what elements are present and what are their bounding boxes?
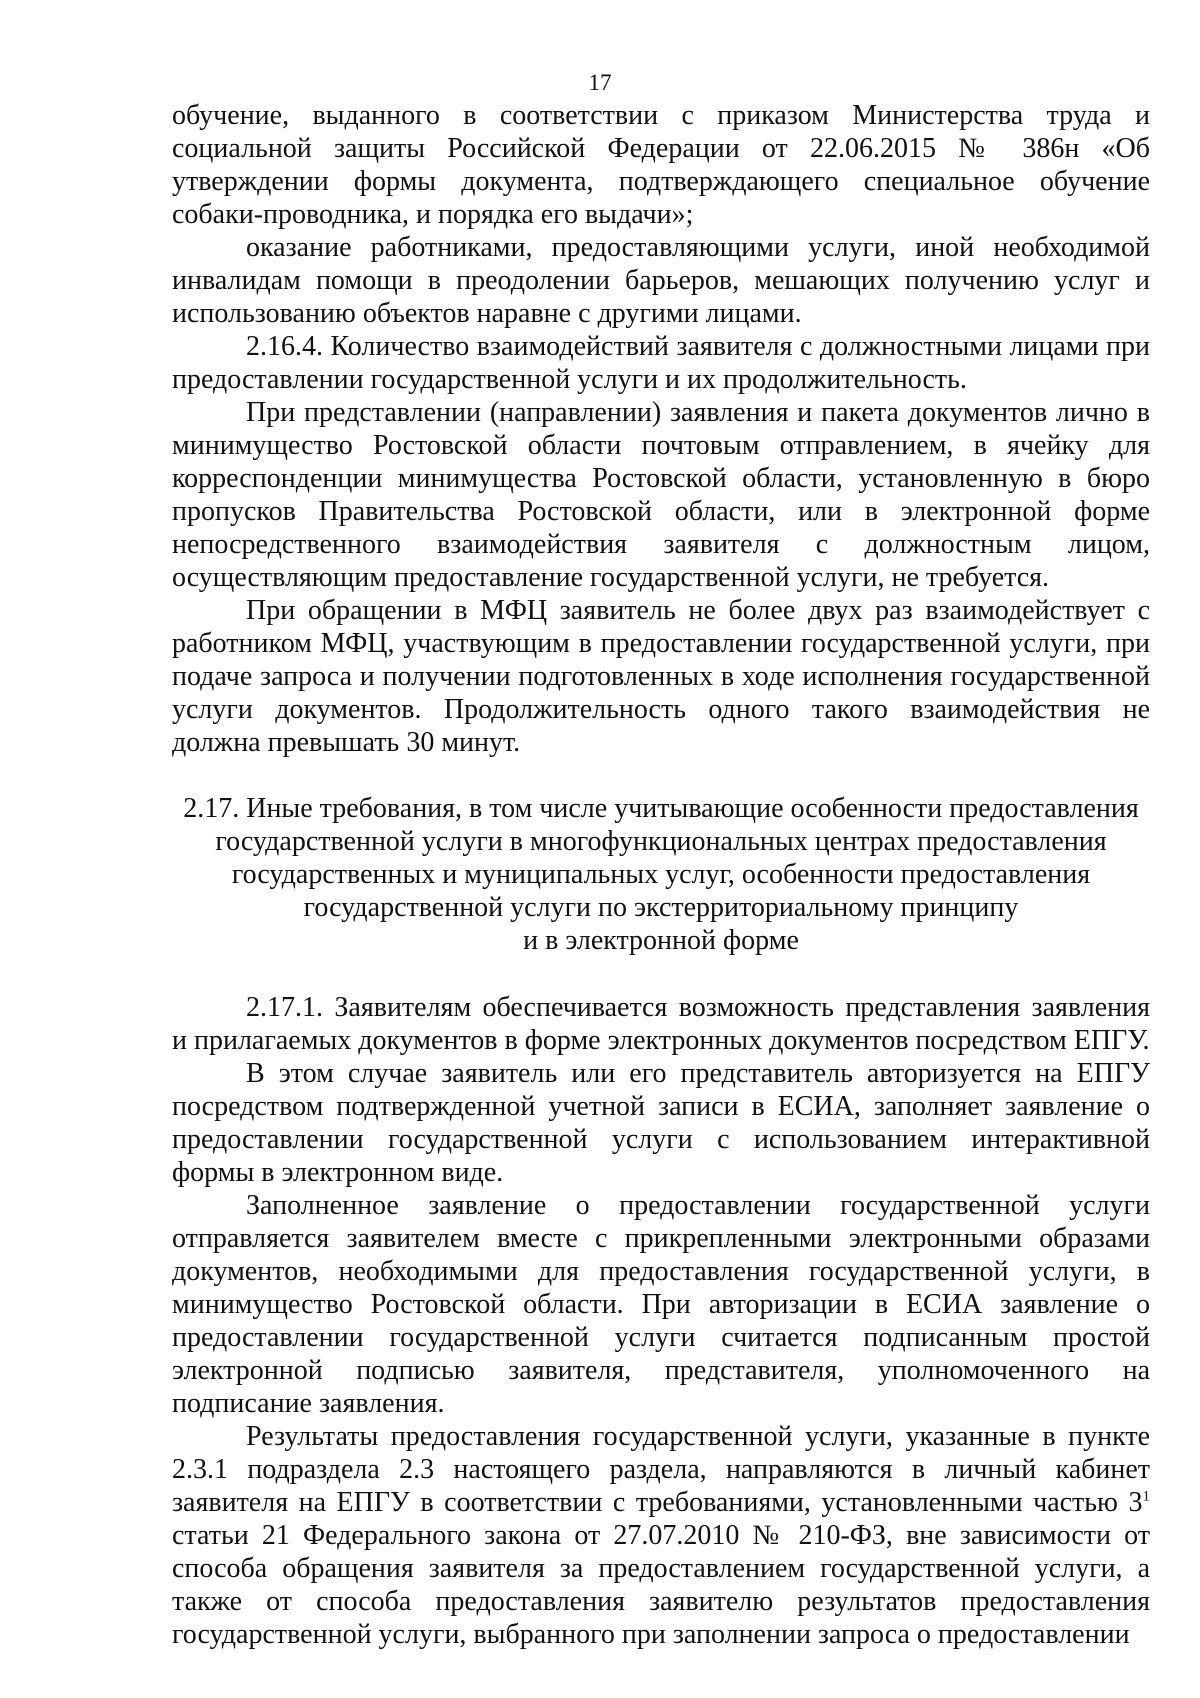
page-number: 17 bbox=[588, 70, 612, 95]
heading-line: и в электронной форме bbox=[523, 925, 799, 956]
paragraph: При представлении (направлении) заявления и пакета документов лично в минимущество Ростовской области почтовым отправлением, в ячейку для корреспонденции минимущества Ростовской области, установленную в бюро пропусков Правительства Ростовской области, или в электронной форме непосредственного взаимодействия заявителя с должностным лицом, осуществляющим предоставление государственной услуги, не требуется. bbox=[172, 397, 1150, 593]
superscript-index: 1 bbox=[1142, 1488, 1150, 1505]
paragraph: В этом случае заявитель или его представитель авторизуется на ЕПГУ посредством подтвержденной учетной записи в ЕСИА, заполняет заявление о предоставлении государственной услуги с использованием интерактивной формы в электронном виде. bbox=[172, 1058, 1150, 1188]
paragraph: При обращении в МФЦ заявитель не более двух раз взаимодействует с работником МФЦ, участвующим в предоставлении государственной услуги, при подаче запроса и получении подготовленных в ходе исполнения государственной услуги документов. Продолжительность одного такого взаимодействия не должна превышать 30 минут. bbox=[172, 595, 1150, 758]
paragraph-results bbox=[172, 1420, 1150, 1651]
section-heading-2-17 bbox=[172, 792, 1150, 957]
heading-line: государственной услуги в многофункциональных центрах предоставления bbox=[215, 826, 1107, 857]
paragraph-text-part: Результаты предоставления государственной услуги, указанные в пункте 2.3.1 подраздела 2.3 настоящего раздела, направляются в личный кабинет заявителя на ЕПГУ в соответствии с требованиями, установленными частью 3 bbox=[172, 1421, 1150, 1518]
heading-line: 2.17. Иные требования, в том числе учитывающие особенности предоставления bbox=[183, 793, 1139, 824]
heading-line: государственной услуги по экстерриториальному принципу bbox=[303, 892, 1019, 923]
paragraph-2-17-1: 2.17.1. Заявителям обеспечивается возможность представления заявления и прилагаемых документов в форме электронных документов посредством ЕПГУ. bbox=[172, 992, 1150, 1056]
paragraph: оказание работниками, предоставляющими услуги, иной необходимой инвалидам помощи в преодолении барьеров, мешающих получению услуг и использованию объектов наравне с другими лицами. bbox=[172, 232, 1150, 329]
paragraph-continuation: обучение, выданного в соответствии с приказом Министерства труда и социальной защиты Российской Федерации от 22.06.2015 № 386н «Об утверждении формы документа, подтверждающего специальное обучение собаки-проводника, и порядка его выдачи»; bbox=[172, 100, 1150, 230]
heading-line: государственных и муниципальных услуг, особенности предоставления bbox=[231, 859, 1091, 890]
paragraph-2-16-4: 2.16.4. Количество взаимодействий заявителя с должностными лицами при предоставлении государственной услуги и их продолжительность. bbox=[172, 331, 1150, 395]
paragraph: Заполненное заявление о предоставлении государственной услуги отправляется заявителем вместе с прикрепленными электронными образами документов, необходимыми для предоставления государственной услуги, в минимущество Ростовской области. При авторизации в ЕСИА заявление о предоставлении государственной услуги считается подписанным простой электронной подписью заявителя, представителя, уполномоченного на подписание заявления. bbox=[172, 1190, 1150, 1419]
document-body bbox=[172, 99, 1150, 1651]
paragraph-text-part: статьи 21 Федерального закона от 27.07.2010 № 210-ФЗ, вне зависимости от способа обращения заявителя за предоставлением государственной услуги, а также от способа предоставления заявителю результатов предоставления государственной услуги, выбранного при заполнении запроса о предоставлении bbox=[172, 1520, 1150, 1650]
